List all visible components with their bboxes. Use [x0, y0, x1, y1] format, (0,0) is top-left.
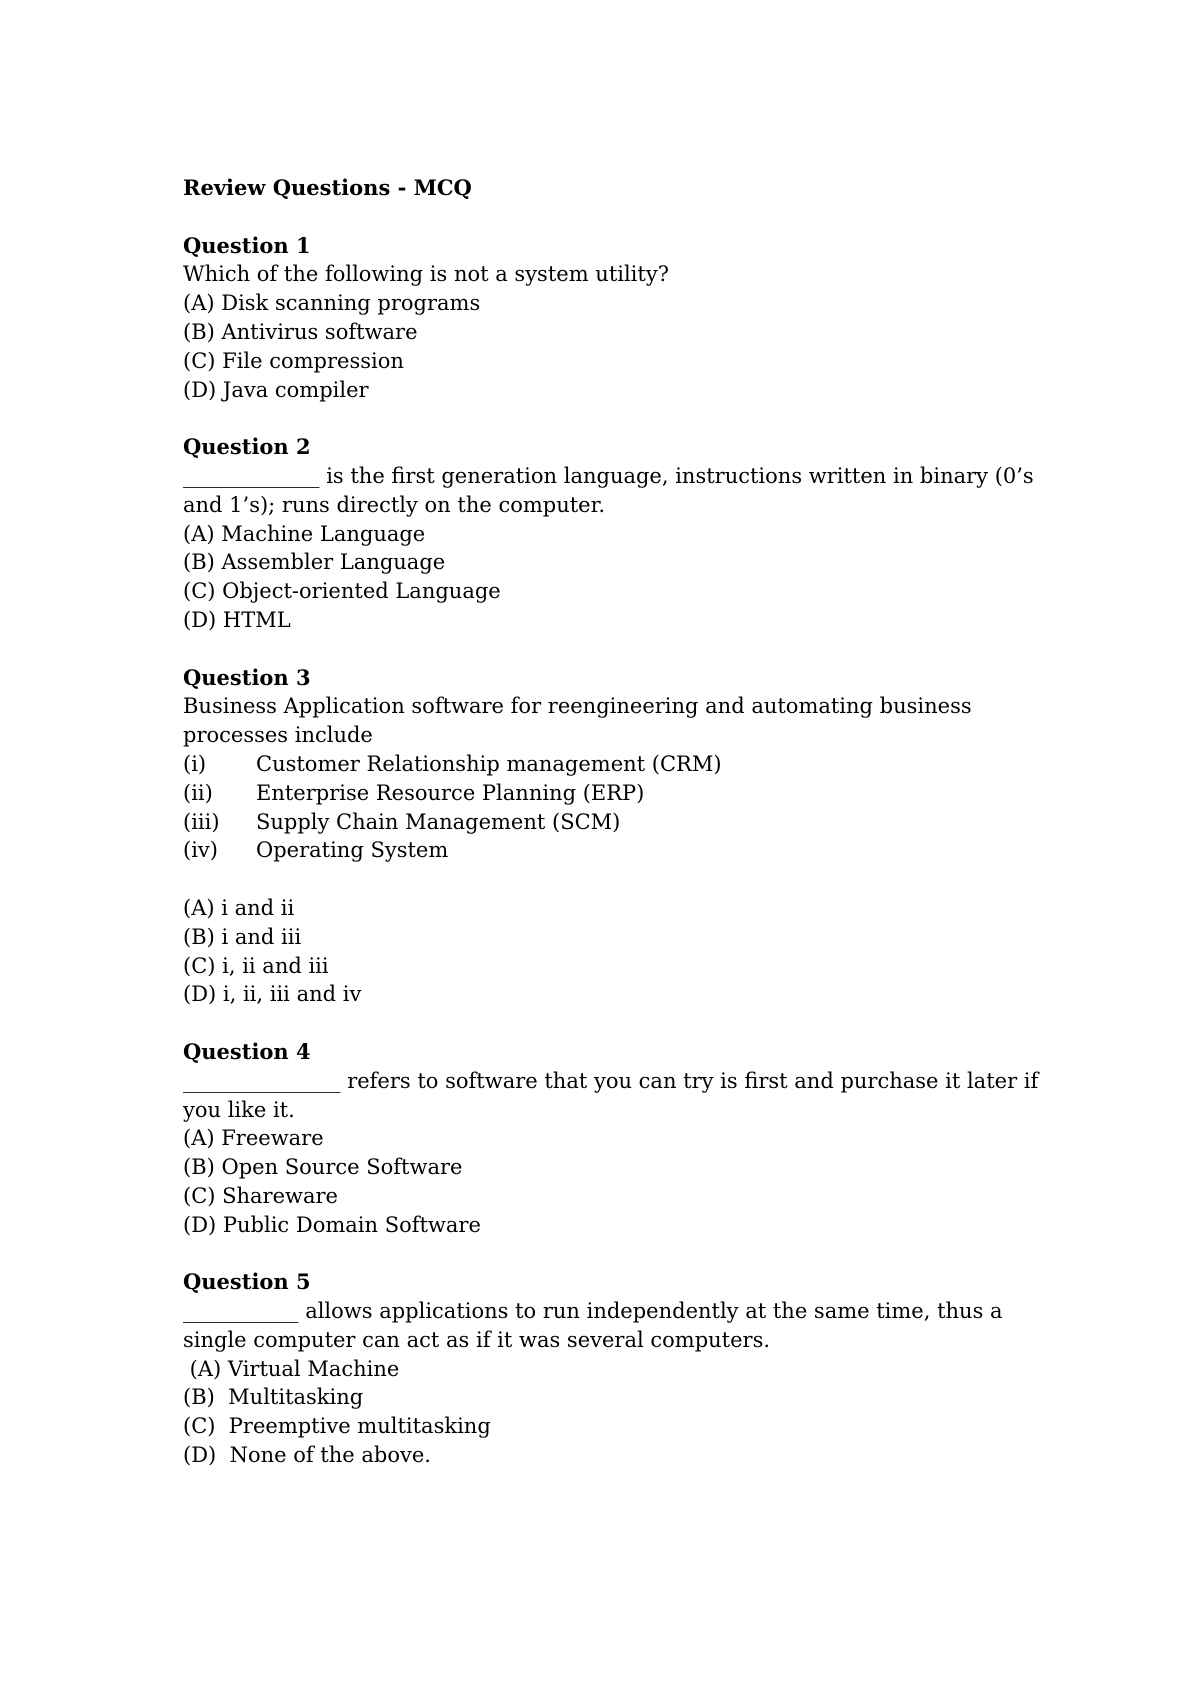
option-c: (C) Shareware — [183, 1183, 338, 1208]
option-c: (C) Preemptive multitasking — [183, 1414, 491, 1439]
option-d: (D) i, ii, iii and iv — [183, 982, 362, 1007]
document-page — [183, 174, 1043, 1470]
option-a: (A) Machine Language — [183, 521, 426, 546]
list-item-number: (i) — [183, 751, 207, 776]
list-item — [183, 808, 1043, 837]
question-text-line-2: single computer can act as if it was several computers. — [183, 1327, 771, 1352]
option-d: (D) Java compiler — [183, 377, 369, 402]
list-item — [183, 750, 1043, 779]
question-text: allows applications to run independently at the same time, thus a — [305, 1299, 1003, 1324]
list-item — [183, 836, 1043, 865]
question-text: Which of the following is not a system utility? — [183, 262, 669, 287]
list-item-number: (iii) — [183, 809, 220, 834]
option-b: (B) Antivirus software — [183, 319, 418, 344]
spacer — [183, 1009, 1043, 1038]
question-3 — [183, 664, 1043, 1010]
option-c: (C) i, ii and iii — [183, 953, 329, 978]
option-a: (A) Freeware — [183, 1126, 324, 1151]
question-1 — [183, 232, 1043, 405]
answer-blank: _____________ — [183, 463, 320, 488]
question-heading: Question 5 — [183, 1269, 311, 1295]
spacer — [183, 635, 1043, 664]
list-item-label: Operating System — [256, 838, 449, 863]
option-d: (D) HTML — [183, 607, 291, 632]
option-a: (A) Virtual Machine — [183, 1356, 400, 1381]
question-heading: Question 1 — [183, 232, 311, 258]
option-a: (A) i and ii — [183, 895, 295, 920]
page-title: Review Questions - MCQ — [183, 175, 472, 200]
question-2 — [183, 433, 1043, 635]
option-b: (B) Assembler Language — [183, 550, 446, 575]
list-item — [183, 779, 1043, 808]
question-text-line-2: you like it. — [183, 1097, 295, 1122]
option-d: (D) None of the above. — [183, 1443, 431, 1468]
question-4 — [183, 1038, 1043, 1240]
question-text-line-1: Business Application software for reengineering and automating business — [183, 694, 972, 719]
question-text-line-1 — [183, 1297, 1043, 1326]
question-heading: Question 4 — [183, 1038, 311, 1064]
list-item-label: Enterprise Resource Planning (ERP) — [256, 780, 645, 805]
question-text-line-1 — [183, 1067, 1043, 1096]
question-heading: Question 3 — [183, 664, 311, 690]
list-item-number: (ii) — [183, 780, 213, 805]
option-a: (A) Disk scanning programs — [183, 291, 481, 316]
option-c: (C) Object-oriented Language — [183, 579, 501, 604]
option-b: (B) Multitasking — [183, 1385, 364, 1410]
list-item-label: Customer Relationship management (CRM) — [256, 751, 722, 776]
list-item-number: (iv) — [183, 838, 218, 863]
spacer — [183, 865, 1043, 894]
question-5 — [183, 1268, 1043, 1470]
question-text: is the first generation language, instructions written in binary (0’s — [326, 463, 1034, 488]
question-text-line-2: processes include — [183, 723, 373, 748]
spacer — [183, 203, 1043, 232]
option-c: (C) File compression — [183, 348, 404, 373]
question-text-line-2: and 1’s); runs directly on the computer. — [183, 492, 606, 517]
question-text-line-1 — [183, 462, 1043, 491]
question-heading: Question 2 — [183, 434, 311, 460]
list-item-label: Supply Chain Management (SCM) — [256, 809, 621, 834]
option-b: (B) i and iii — [183, 924, 302, 949]
question-text: refers to software that you can try is first and purchase it later if — [347, 1068, 1039, 1093]
spacer — [183, 404, 1043, 433]
option-d: (D) Public Domain Software — [183, 1212, 481, 1237]
spacer — [183, 1239, 1043, 1268]
answer-blank: ___________ — [183, 1299, 299, 1324]
answer-blank: _______________ — [183, 1068, 341, 1093]
option-b: (B) Open Source Software — [183, 1155, 463, 1180]
